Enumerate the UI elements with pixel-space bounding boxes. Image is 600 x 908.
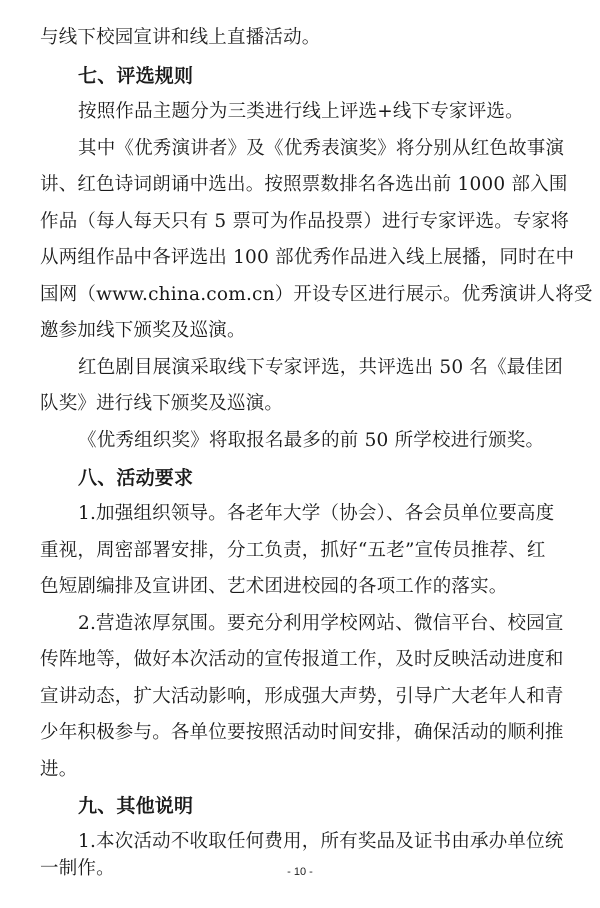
section-heading-7: 七、评选规则	[78, 65, 194, 87]
paragraph-line: 1.本次活动不收取任何费用，所有奖品及证书由承办单位统	[78, 831, 564, 852]
paragraph-line: 宣讲动态，扩大活动影响，形成强大声势，引导广大老年人和青	[40, 686, 564, 707]
paragraph-line: 一制作。	[40, 858, 115, 879]
paragraph-line: 与线下校园宣讲和线上直播活动。	[40, 27, 321, 48]
section-heading-9: 九、其他说明	[78, 795, 194, 817]
paragraph-line: 2.营造浓厚氛围。要充分利用学校网站、微信平台、校园宣	[78, 613, 564, 634]
paragraph-line: 国网（www.china.com.cn）开设专区进行展示。优秀演讲人将受	[40, 284, 593, 305]
paragraph-line: 邀参加线下颁奖及巡演。	[40, 320, 246, 341]
paragraph-line: 队奖》进行线下颁奖及巡演。	[40, 393, 284, 414]
paragraph-line: 讲、红色诗词朗诵中选出。按照票数排名各选出前 1000 部入围	[40, 174, 568, 195]
paragraph-line: 色短剧编排及宣讲团、艺术团进校园的各项工作的落实。	[40, 576, 508, 597]
paragraph-line: 红色剧目展演采取线下专家评选，共评选出 50 名《最佳团	[78, 357, 563, 378]
paragraph-line: 传阵地等，做好本次活动的宣传报道工作，及时反映活动进度和	[40, 649, 564, 670]
paragraph-line: 其中《优秀演讲者》及《优秀表演奖》将分别从红色故事演	[78, 138, 565, 159]
paragraph-line: 《优秀组织奖》将取报名最多的前 50 所学校进行颁奖。	[78, 430, 545, 451]
paragraph-line: 作品（每人每天只有 5 票可为作品投票）进行专家评选。专家将	[40, 211, 570, 232]
paragraph-line: 进。	[40, 759, 78, 780]
paragraph-line: 从两组作品中各评选出 100 部优秀作品进入线上展播，同时在中	[40, 247, 575, 268]
paragraph-line: 1.加强组织领导。各老年大学（协会）、各会员单位要高度	[78, 503, 555, 524]
paragraph-line: 少年积极参与。各单位要按照活动时间安排，确保活动的顺利推	[40, 722, 564, 743]
paragraph-line: 重视，周密部署安排，分工负责，抓好“五老”宣传员推荐、红	[40, 540, 546, 561]
page-number: - 10 -	[287, 866, 313, 878]
paragraph-line: 按照作品主题分为三类进行线上评选+线下专家评选。	[78, 101, 524, 122]
section-heading-8: 八、活动要求	[78, 467, 194, 489]
